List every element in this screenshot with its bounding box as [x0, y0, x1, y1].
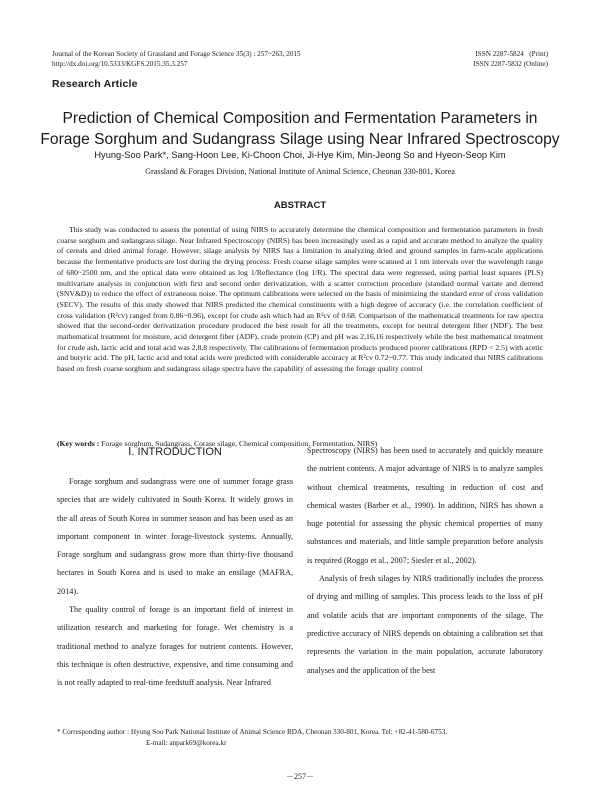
keywords-list: Forage sorghum, Sudangrass, Corase silage, Chemical composition, Fermentation, NIRS): [101, 439, 378, 448]
abstract-text: This study was conducted to assess the potential of using NIRS to accurately determine the chemical composition and fermentation parameters in fresh coarse sorghum and sudangrass silage. Near Infrared Spectroscopy (NIRS) has been increasingly used as a rapid and accurate method to analyze the quality of cereals and dried animal forage. However, silage analysis by NIRS has a limitation in analyzing dried and ground samples in farm-scale applications because the fermentative products are lost during the drying process. Fresh coarse silage samples were scanned at 1 nm intervals over the wavelength range of 680~2500 nm, and the optical data were obtained as log 1/Reflectance (log 1/R). The spectral data were regressed, using partial least squares (PLS) multivariate analysis in conjunction with first and second order derivatization, with a scatter correction procedure (standard normal variate and detrend (SNV&D)) to reduce the effect of extraneous noise. The optimum calibrations were selected on the basis of minimizing the standard error of cross validation (SECV). The results of this study showed that NIRS predicted the chemical constituents with a high degree of accuracy (i.e. the correlation coefficient of cross validation (R²cv) ranged from 0.86~0.96), except for crude ash which had an R²cv of 0.68. Comparison of the mathematical treatments for raw spectra showed that the second-order derivatization procedure produced the best result for all the treatments, except for neutral detergent fiber (NDF). The best mathematical treatment for moisture, acid detergent fiber (ADF), crude protein (CP) and pH was 2,16,16 respectively while the best mathematical treatment for crude ash, lactic acid and total acid was 2,8,8 respectively. The calibrations of fermentation products produced poorer calibrations (RPD < 2.5) with acetic and butyric acid. The pH, lactic acid and total acids were predicted with considerable accuracy at R²cv 0.72~0.77. This study indicated that NIRS calibrations based on fresh coarse sorghum and sudangrass silage spectra have the capability of assessing the forage quality control: [57, 225, 543, 374]
paragraph: Analysis of fresh silages by NIRS traditionally includes the process of drying and milling of samples. This process leads to the loss of pH and volatile acids that are important components of the silage. The predictive accuracy of NIRS depends on obtaining a calibration set that represents the variation in the main population, accurate laboratory analyses and the application of the best: [307, 574, 543, 675]
footnote-text: Hyung Soo Park National Institute of Animal Science RDA, Cheonan 330-801, Korea. Tel: +82-41-580-6753,: [130, 728, 448, 736]
paragraph: Forage sorghum and sudangrass were one of summer forage grass species that are widely cultivated in South Korea. It widely grows in the all areas of South Korea in summer season and has been used as an important component in winter forage-livestock systems. Annually, Forage sorghum and sudangrass grow more than thirty-five thousand hectares in South Korea and is used to make an ensilage (MAFRA, 2014).: [57, 477, 293, 596]
body-column-right: [307, 442, 543, 680]
keywords-label: (Key words :: [57, 439, 100, 448]
issn-print: ISSN 2287-5824 (Print): [475, 50, 548, 58]
corresponding-author-footnote: [57, 727, 547, 749]
author-list: Hyung-Soo Park*, Sang-Hoon Lee, Ki-Choon Choi, Ji-Hye Kim, Min-Jeong So and Hyeon-Seop Kim: [94, 150, 506, 160]
footnote-email: E-mail: anpark69@korea.kr: [146, 739, 227, 747]
page-number: －257－: [286, 772, 314, 781]
doi-link[interactable]: http://dx.doi.org/10.5333/KGFS.2015.35.3.257: [52, 60, 188, 68]
paper-title: Prediction of Chemical Composition and Fermentation Parameters in Forage Sorghum and Sudangrass Silage using Near Infrared Spectroscopy: [40, 110, 560, 148]
issn-block: [473, 49, 548, 69]
article-type: Research Article: [52, 78, 138, 90]
section-heading-introduction: Ⅰ. INTRODUCTION: [128, 446, 222, 458]
journal-header: [52, 49, 301, 69]
paragraph: The quality control of forage is an important field of interest in utilization research and marketing for forage. Wet chemistry is a traditional method to analyze forages for nutrient contents. However, this technique is often destructive, expensive, and time consuming and is not really adapted to real-time feedstuff analysis. Near Infrared: [57, 605, 293, 688]
affiliation: Grassland & Forages Division, National Institute of Animal Science, Cheonan 330-801, Korea: [145, 167, 455, 176]
issn-online: ISSN 2287-5832 (Online): [473, 60, 548, 68]
body-column-left: [57, 473, 293, 693]
abstract-heading: ABSTRACT: [273, 200, 327, 211]
footnote-label: * Corresponding author :: [57, 728, 131, 736]
journal-citation: Journal of the Korean Society of Grassland and Forage Science 35(3) : 257~263, 2015: [52, 50, 301, 58]
paragraph: Spectroscopy (NIRS) has been used to accurately and quickly measure the nutrient contents. A major advantage of NIRS is to analyze samples without chemical treatments, resulting in reduction of cost and chemical wastes (Barber et al., 1990). In addition, NIRS has shown a huge potential for assessing the physic chemical properties of many substances and materials, and little sample preparation before analysis is required (Roggo et al., 2007; Siesler et al., 2002).: [307, 446, 543, 565]
